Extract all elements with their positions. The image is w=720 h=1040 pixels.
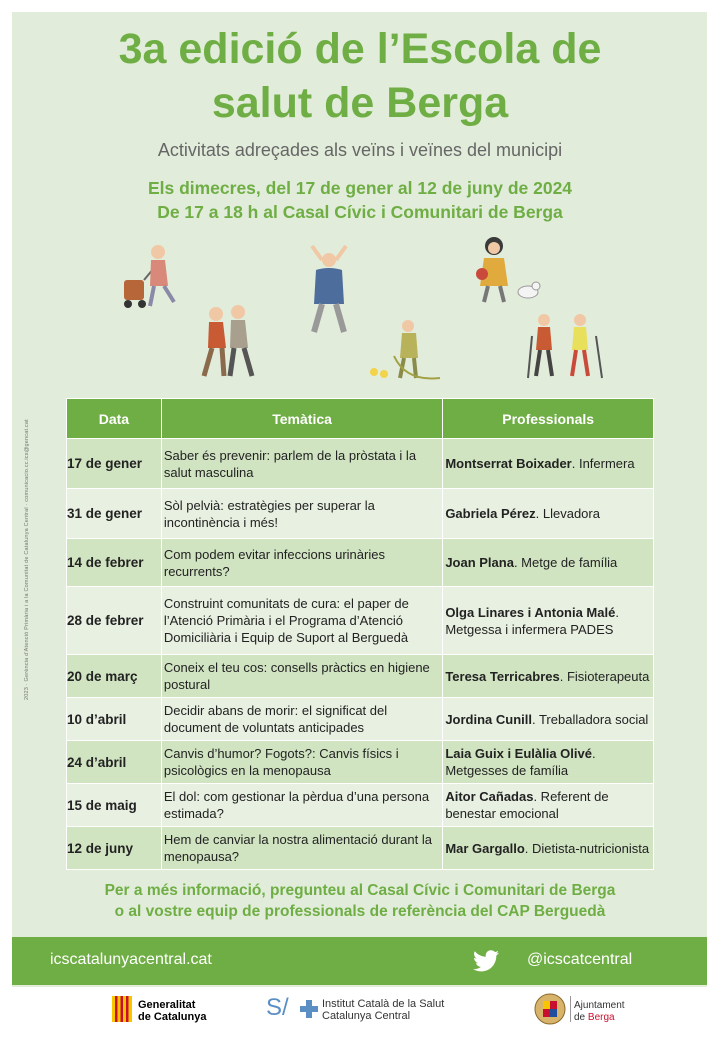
generalitat-shield-icon [112, 996, 132, 1022]
session-date: 17 de gener [67, 439, 162, 489]
woman-with-dog-illustration [468, 234, 542, 306]
session-date: 31 de gener [67, 489, 162, 539]
stretching-man-illustration [302, 244, 356, 336]
nordic-walking-couple-illustration [522, 310, 614, 380]
session-professional [443, 698, 654, 741]
session-topic: Sòl pelvià: estratègies per superar la incontinència i més! [161, 489, 442, 539]
logo-divider [570, 996, 571, 1022]
professional-name: Aitor Cañadas [445, 789, 534, 804]
poster-title [30, 22, 690, 130]
session-date: 12 de juny [67, 827, 162, 870]
table-row [67, 741, 654, 784]
session-topic: Coneix el teu cos: consells pràctics en higiene postural [161, 655, 442, 698]
session-professional [443, 587, 654, 655]
twitter-bird-icon[interactable] [473, 950, 499, 972]
gardener-watering-illustration [366, 316, 442, 384]
table-header-row [67, 399, 654, 439]
header-date: Data [67, 399, 162, 439]
table-row [67, 655, 654, 698]
generalitat-name: Generalitat de Catalunya [138, 999, 207, 1023]
session-professional [443, 489, 654, 539]
table-row [67, 827, 654, 870]
session-professional [443, 655, 654, 698]
session-professional [443, 741, 654, 784]
ics-name: Institut Català de la Salut Catalunya Central [322, 998, 445, 1022]
professional-name: Mar Gargallo [445, 840, 525, 856]
session-topic: Hem de canviar la nostra alimentació durant la menopausa? [161, 827, 442, 870]
berga-coat-of-arms-icon [534, 992, 566, 1026]
professional-name: Teresa Terricabres [445, 668, 560, 684]
elderly-woman-with-cart-illustration [118, 240, 184, 312]
professional-name: Montserrat Boixader [445, 456, 572, 471]
info-line-2: o al vostre equip de professionals de referència del CAP Berguedà [114, 903, 606, 920]
session-topic: Com podem evitar infeccions urinàries recurrents? [161, 539, 442, 587]
session-date: 24 d’abril [67, 741, 162, 784]
side-credit: 2023 · Gerència d'Atenció Primària i a la Comunitat de Catalunya Central · comunicacio.cc.ics@gencat.cat [24, 419, 30, 700]
title-line-2: salut de Berga [211, 79, 509, 127]
table-row [67, 587, 654, 655]
dates-line-1: Els dimecres, del 17 de gener al 12 de juny de 2024 [147, 178, 573, 198]
professional-name: Joan Plana [445, 555, 514, 570]
professional-role: . Metgesses de família [445, 746, 596, 778]
professional-role: . Llevadora [535, 506, 600, 521]
ics-cross-icon [300, 1000, 318, 1018]
session-professional [443, 539, 654, 587]
professional-role: . Treballadora social [531, 711, 649, 727]
professional-role: . Dietista-nutricionista [524, 840, 650, 856]
session-date: 14 de febrer [67, 539, 162, 587]
professional-role: . Infermera [571, 456, 635, 471]
session-professional [443, 439, 654, 489]
info-line-1: Per a més informació, pregunteu al Casal Cívic i Comunitari de Berga [104, 882, 616, 899]
session-topic: Decidir abans de morir: el significat del document de voluntats anticipades [161, 698, 442, 741]
session-topic: Construint comunitats de cura: el paper de l’Atenció Primària i el Programa d’Atenció Domiciliària i Equip de Suport al Berguedà [161, 587, 442, 655]
more-info-text [30, 880, 690, 922]
professional-role: . Metgessa i infermera PADES [445, 604, 619, 637]
professional-name: Laia Guix i Eulàlia Olivé [445, 746, 592, 761]
table-row [67, 698, 654, 741]
professional-name: Olga Linares i Antonia Malé [445, 604, 616, 620]
professional-role: . Metge de família [513, 555, 618, 570]
professional-name: Gabriela Pérez [445, 506, 536, 521]
sponsor-logos [0, 990, 720, 1040]
table-row [67, 439, 654, 489]
ics-mark: S/ [266, 994, 289, 1021]
header-topic: Temàtica [161, 399, 442, 439]
schedule-table [66, 398, 654, 870]
header-professionals: Professionals [443, 399, 654, 439]
dates-line-2: De 17 a 18 h al Casal Cívic i Comunitari de Berga [157, 202, 563, 222]
twitter-handle-link[interactable]: @icscatcentral [527, 951, 633, 968]
subtitle: Activitats adreçades als veïns i veïnes del municipi [157, 140, 563, 160]
session-date: 10 d’abril [67, 698, 162, 741]
table-row [67, 784, 654, 827]
session-professional [443, 827, 654, 870]
session-date: 28 de febrer [67, 587, 162, 655]
ajuntament-name: Ajuntament de Berga [574, 1000, 625, 1023]
session-date: 15 de maig [67, 784, 162, 827]
professional-name: Jordina Cunill [445, 711, 532, 727]
table-row [67, 489, 654, 539]
session-date: 20 de març [67, 655, 162, 698]
professional-role: . Fisioterapeuta [559, 668, 650, 684]
session-topic: Saber és prevenir: parlem de la pròstata i la salut masculina [161, 439, 442, 489]
session-professional [443, 784, 654, 827]
walking-couple-illustration [196, 300, 260, 380]
session-topic: El dol: com gestionar la pèrdua d’una persona estimada? [161, 784, 442, 827]
website-link[interactable]: icscatalunyacentral.cat [50, 951, 212, 968]
session-topic: Canvis d’humor? Fogots?: Canvis físics i psicològics en la menopausa [161, 741, 442, 784]
professional-role: . Referent de benestar emocional [445, 789, 609, 821]
table-row [67, 539, 654, 587]
title-line-1: 3a edició de l’Escola de [118, 25, 602, 73]
schedule-dates [30, 176, 690, 224]
